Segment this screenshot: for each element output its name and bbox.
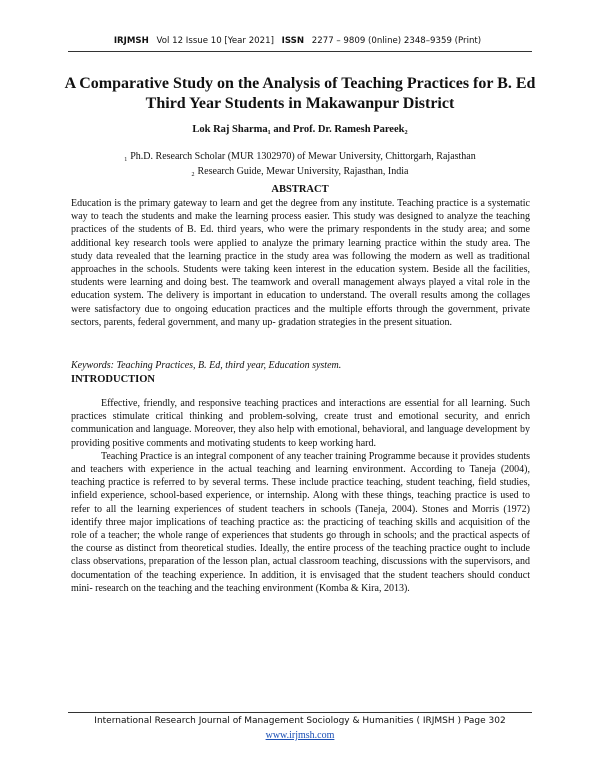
keywords: Keywords: Teaching Practices, B. Ed, third year, Education system. — [71, 360, 342, 371]
header-rule — [68, 51, 532, 52]
running-header — [0, 36, 600, 46]
affiliation-2 — [0, 166, 600, 177]
volume-info: Vol 12 Issue 10 [Year 2021] — [156, 36, 274, 46]
journal-abbrev: IRJMSH — [113, 36, 149, 46]
abstract-body: Education is the primary gateway to learn and get the degree from any institute. Teaching practice is a systematic way to teach the students and make the learning process easier. This study was designed to analyze the teaching practices of the students of B. Ed. third years, who were the primary respondents in the study area; and some additional key research tools were applied to analyze the primary learning practice within the study area. The study data revealed that the learning practice in the study area was following the modern as well as traditional approaches in the schools. Students were taking keen interest in the education system. Beside all the facilities, students were learning and doing best. The teamwork and overall management always played a vital role in the education system. The delivery is important in education to understand. The overall results among the collages were satisfactory due to ongoing education practices and the multiple efforts through the government, private sectors, parents, federal government, and many up- gradation strategies in the present situation. — [71, 198, 530, 328]
issn-value: 2277 – 9809 (0nline) 2348–9359 (Print) — [311, 36, 482, 46]
affiliation-mark: 2 — [191, 172, 195, 178]
footer-link-row — [0, 730, 600, 741]
introduction-heading: INTRODUCTION — [71, 374, 156, 385]
page-number: Page 302 — [463, 716, 506, 726]
affiliation-text: Research Guide, Mewar University, Rajasthan, India — [197, 166, 409, 177]
paper-title: A Comparative Study on the Analysis of Teaching Practices for B. Ed Third Year Students in Makawanpur District — [64, 75, 536, 112]
affiliation-text: Ph.D. Research Scholar (MUR 1302970) of Mewar University, Chittorgarh, Rajasthan — [130, 151, 476, 162]
intro-paragraph-1: Effective, friendly, and responsive teaching practices and interactions are essential for all learning. Such practices stimulate critical thinking and problem-solving, create trust and emotional security, and enrich communication and language. Moreover, they also help with emotional, behavioral, and language development by providing positive comments and motivating students to keep working hard. — [71, 398, 530, 449]
running-footer — [0, 716, 600, 726]
issn-label: ISSN — [281, 36, 305, 46]
journal-website-link[interactable]: www.irjmsh.com — [265, 730, 335, 741]
footer-journal: International Research Journal of Management Sociology & Humanities ( IRJMSH ) — [94, 716, 461, 726]
authors: Lok Raj Sharma₁ and Prof. Dr. Ramesh Pareek₂ — [192, 124, 408, 135]
intro-paragraph-2: Teaching Practice is an integral component of any teacher training Programme because it provides students and teachers with experience in the actual teaching and learning environment. According to Taneja (2004), teaching practice is referred to by several terms. These include practice teaching, student teaching, field studies, infield experience, school-based experience, or internship. Along with these things, teaching practice is used to refer to all the learning experiences of student teachers in schools (Taneja, 2004). Stones and Morris (1972) identify three major implications of teaching practice as: the practicing of teaching skills and acquisition of the role of a teacher; the whole range of experiences that students go through in schools; and the practical aspects of the course as distinct from theoretical studies. Ideally, the entire process of the teaching practice ought to include class observations, preparation of the lesson plan, actual classroom teaching, discussions with the supervisors, and documentation of the teaching experience. In addition, it is envisaged that the student teachers should conduct mini- research on the teaching and the teaching environment (Komba & Kira, 2013). — [71, 450, 530, 594]
affiliation-1 — [0, 151, 600, 162]
introduction-body — [71, 397, 530, 595]
affiliation-mark: 1 — [124, 157, 128, 163]
footer-rule — [68, 712, 532, 713]
abstract-heading: ABSTRACT — [271, 184, 329, 195]
